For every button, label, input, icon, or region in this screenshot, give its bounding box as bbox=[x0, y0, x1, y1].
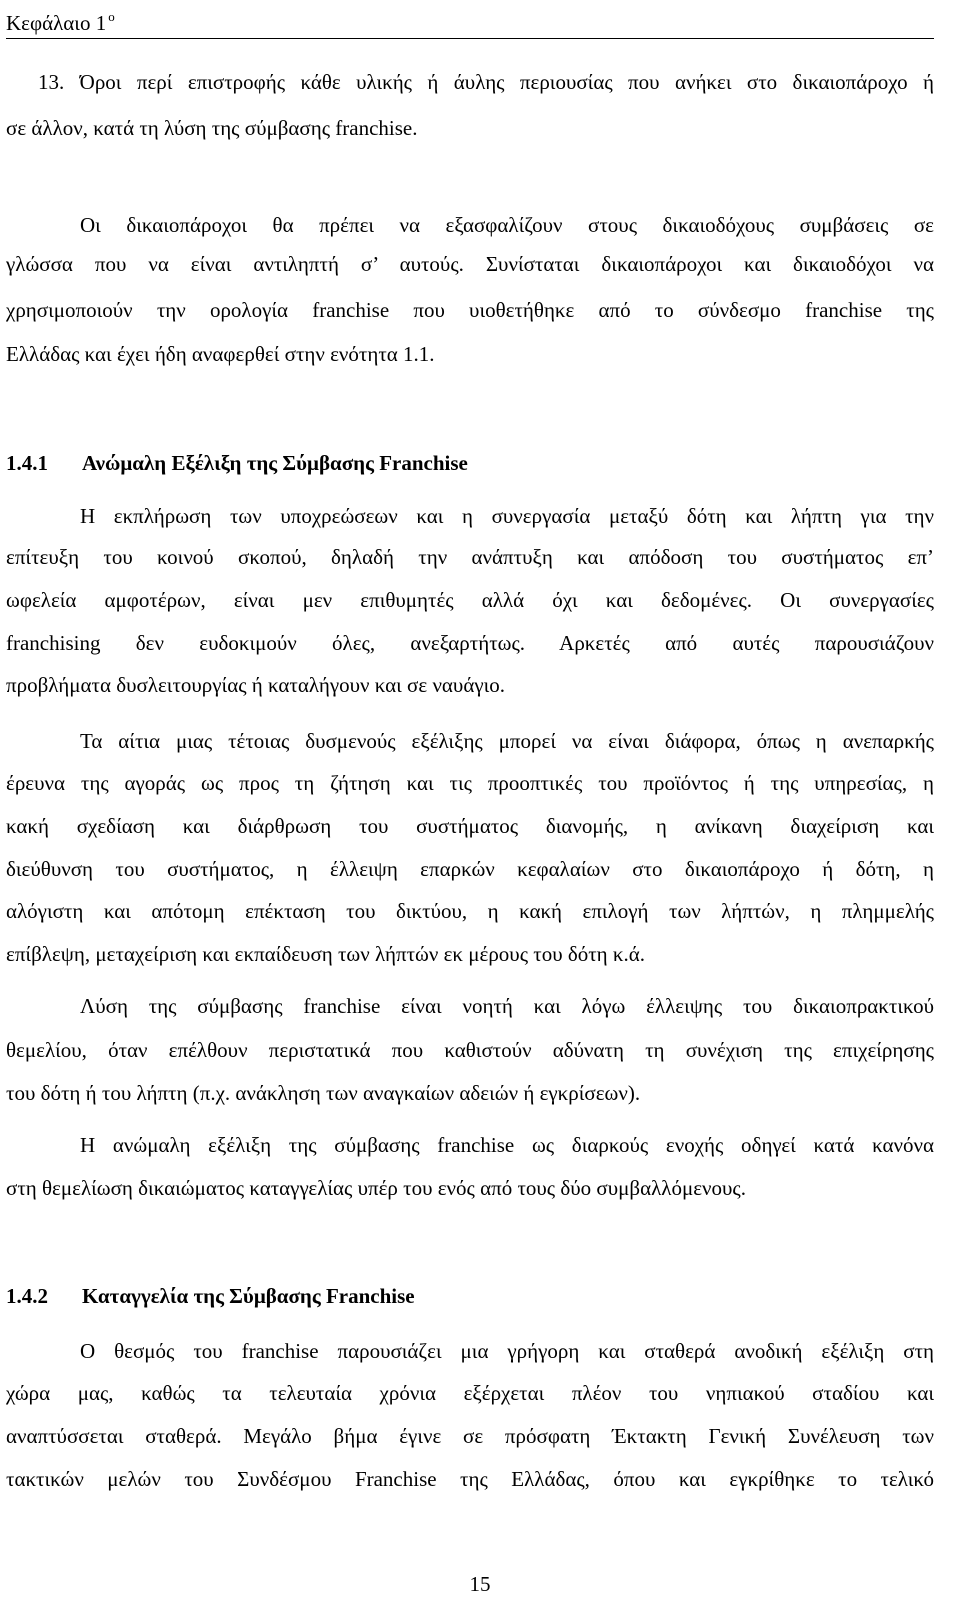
paragraph-2-line-1: Η εκπλήρωση των υποχρεώσεων και η συνεργασία μεταξύ δότη και λήπτη για την bbox=[80, 504, 934, 528]
paragraph-3-line-5: αλόγιστη και απότομη επέκταση του δικτύου, η κακή επιλογή των λήπτών, η πλημμελής bbox=[6, 899, 934, 923]
paragraph-3-line-1: Τα αίτια μιας τέτοιας δυσμενούς εξέλιξης μπορεί να είναι διάφορα, όπως η ανεπαρκής bbox=[80, 729, 934, 753]
paragraph-4-line-1: Λύση της σύμβασης franchise είναι νοητή και λόγω έλλειψης του δικαιοπρακτικού bbox=[80, 994, 934, 1018]
paragraph-1-line-3: χρησιμοποιούν την ορολογία franchise που υιοθετήθηκε από το σύνδεσμο franchise της bbox=[6, 298, 934, 322]
paragraph-2-line-2: επίτευξη του κοινού σκοπού, δηλαδή την ανάπτυξη και απόδοση του συστήματος επ’ bbox=[6, 545, 934, 569]
paragraph-4-line-2: θεμελίου, όταν επέλθουν περιστατικά που καθιστούν αδύνατη τη συνέχιση της επιχείρησης bbox=[6, 1038, 934, 1062]
section-1-4-1-heading bbox=[6, 449, 468, 477]
paragraph-3-line-2: έρευνα της αγοράς ως προς τη ζήτηση και τις προοπτικές του προϊόντος ή της υπηρεσίας, η bbox=[6, 771, 934, 795]
paragraph-1-line-2: γλώσσα που να είναι αντιληπτή σ’ αυτούς. Συνίσταται δικαιοπάροχοι και δικαιοδόχοι να bbox=[6, 252, 934, 276]
item-13-line-2: σε άλλον, κατά τη λύση της σύμβασης franchise. bbox=[6, 116, 418, 140]
paragraph-1-line-4: Ελλάδας και έχει ήδη αναφερθεί στην ενότητα 1.1. bbox=[6, 342, 435, 366]
paragraph-2-line-5: προβλήματα δυσλειτουργίας ή καταλήγουν και σε ναυάγιο. bbox=[6, 673, 506, 697]
paragraph-2-line-3: ωφελεία αμφοτέρων, είναι μεν επιθυμητές αλλά όχι και δεδομένες. Οι συνεργασίες bbox=[6, 588, 934, 612]
paragraph-6-line-2: χώρα μας, καθώς τα τελευταία χρόνια εξέρχεται πλέον του νηπιακού σταδίου και bbox=[6, 1381, 934, 1405]
chapter-title: Κεφάλαιο 1 bbox=[6, 11, 107, 35]
paragraph-5-line-2: στη θεμελίωση δικαιώματος καταγγελίας υπέρ του ενός από τους δύο συμβαλλόμενους. bbox=[6, 1176, 746, 1200]
paragraph-6-line-3: αναπτύσσεται σταθερά. Μεγάλο βήμα έγινε σε πρόσφατη Έκτακτη Γενική Συνέλευση των bbox=[6, 1424, 934, 1448]
paragraph-3-line-3: κακή σχεδίαση και διάρθρωση του συστήματος διανομής, η ανίκανη διαχείριση και bbox=[6, 814, 934, 838]
chapter-header bbox=[6, 2, 934, 39]
paragraph-6-line-4: τακτικών μελών του Συνδέσμου Franchise της Ελλάδας, όπου και εγκρίθηκε το τελικό bbox=[6, 1467, 934, 1491]
item-13-line-1: 13. Όροι περί επιστροφής κάθε υλικής ή άυλης περιουσίας που ανήκει στο δικαιοπάροχο ή bbox=[38, 70, 934, 94]
chapter-ordinal: ο bbox=[108, 9, 115, 24]
paragraph-5-line-1: Η ανώμαλη εξέλιξη της σύμβασης franchise ως διαρκούς ενοχής οδηγεί κατά κανόνα bbox=[80, 1133, 934, 1157]
section-title: Καταγγελία της Σύμβασης Franchise bbox=[82, 1284, 415, 1308]
section-title: Ανώμαλη Εξέλιξη της Σύμβασης Franchise bbox=[82, 451, 468, 475]
section-number: 1.4.2 bbox=[6, 1284, 48, 1308]
section-1-4-2-heading bbox=[6, 1282, 415, 1310]
paragraph-3-line-6: επίβλεψη, μεταχείριση και εκπαίδευση των λήπτών εκ μέρους του δότη κ.ά. bbox=[6, 942, 645, 966]
section-number: 1.4.1 bbox=[6, 451, 48, 475]
paragraph-4-line-3: του δότη ή του λήπτη (π.χ. ανάκληση των αναγκαίων αδειών ή εγκρίσεων). bbox=[6, 1081, 641, 1105]
page-number: 15 bbox=[469, 1572, 491, 1596]
paragraph-2-line-4: franchising δεν ευδοκιμούν όλες, ανεξαρτήτως. Αρκετές από αυτές παρουσιάζουν bbox=[6, 631, 934, 655]
paragraph-3-line-4: διεύθυνση του συστήματος, η έλλειψη επαρκών κεφαλαίων στο δικαιοπάροχο ή δότη, η bbox=[6, 857, 934, 881]
paragraph-1-line-1: Οι δικαιοπάροχοι θα πρέπει να εξασφαλίζουν στους δικαιοδόχους συμβάσεις σε bbox=[80, 213, 934, 237]
paragraph-6-line-1: Ο θεσμός του franchise παρουσιάζει μια γρήγορη και σταθερά ανοδική εξέλιξη στη bbox=[80, 1339, 934, 1363]
